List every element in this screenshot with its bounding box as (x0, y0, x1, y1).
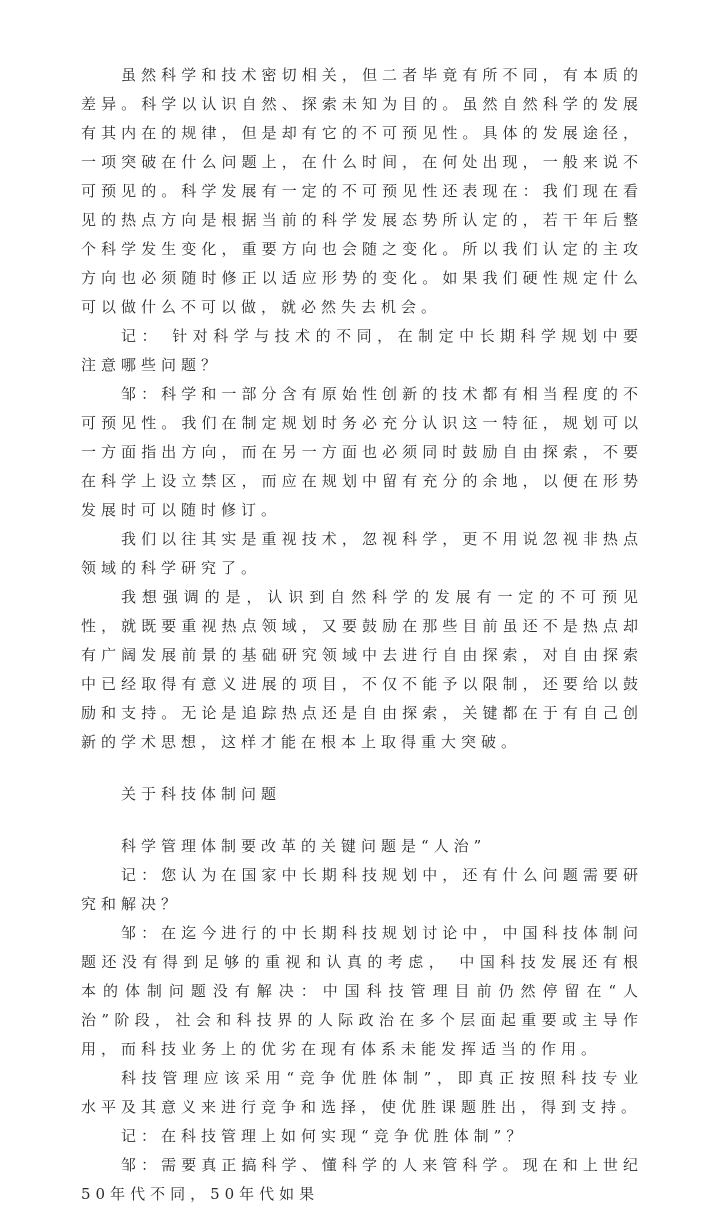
section-heading: 关于科技体制问题 (121, 785, 282, 803)
paragraph: 科技管理应该采用“竞争优胜体制”，即真正按照科技专业水平及其意义来进行竞争和选择，使优胜课题胜出，得到支持。 (81, 1069, 643, 1116)
question: 记：您认为在国家中长期科技规划中，还有什么问题需要研究和解决？ (81, 866, 643, 913)
question: 记：在科技管理上如何实现“竞争优胜体制”？ (121, 1127, 527, 1145)
question: 记： 针对科学与技术的不同，在制定中长期科学规划中要注意哪些问题？ (81, 327, 643, 374)
paragraph: 虽然科学和技术密切相关，但二者毕竟有所不同，有本质的差异。科学以认识自然、探索未知为目的。虽然自然科学的发展有其内在的规律，但是却有它的不可预见性。具体的发展途径，一项突破在什么问题上，在什么时间，在何处出现，一般来说不可预见的。科学发展有一定的不可预见性还表现在：我们现在看见的热点方向是根据当前的科学发展态势所认定的，若干年后整个科学发生变化，重要方向也会随之变化。所以我们认定的主攻方向也必须随时修正以适应形势的变化。如果我们硬性规定什么可以做什么不可以做，就必然失去机会。 (81, 66, 643, 316)
document-page (81, 61, 643, 1209)
answer: 邹：需要真正搞科学、懂科学的人来管科学。现在和上世纪50年代不同，50年代如果 (81, 1156, 643, 1203)
paragraph: 我想强调的是，认识到自然科学的发展有一定的不可预见性，就既要重视热点领域，又要鼓励在那些目前虽还不是热点却有广阔发展前景的基础研究领域中去进行自由探索，对自由探索中已经取得有意义进展的项目，不仅不能予以限制，还要给以鼓励和支持。无论是追踪热点还是自由探索，关键都在于有自己创新的学术思想，这样才能在根本上取得重大突破。 (81, 588, 643, 751)
answer: 邹：科学和一部分含有原始性创新的技术都有相当程度的不可预见性。我们在制定规划时务必充分认识这一特征，规划可以一方面指出方向，而在另一方面也必须同时鼓励自由探索，不要在科学上设立禁区，而应在规划中留有充分的余地，以便在形势发展时可以随时修订。 (81, 385, 643, 519)
subsection-heading: 科学管理体制要改革的关键问题是“人治” (121, 837, 487, 855)
answer: 邹：在迄今进行的中长期科技规划讨论中，中国科技体制问题还没有得到足够的重视和认真的考虑， 中国科技发展还有根本的体制问题没有解决：中国科技管理目前仍然停留在“人治”阶段，社会和科技界的人际政治在多个层面起重要或主导作用，而科技业务上的优劣在现有体系未能发挥适当的作用。 (81, 924, 643, 1058)
spacer (81, 757, 643, 780)
spacer (81, 809, 643, 832)
paragraph: 我们以往其实是重视技术，忽视科学，更不用说忽视非热点领域的科学研究了。 (81, 530, 643, 577)
